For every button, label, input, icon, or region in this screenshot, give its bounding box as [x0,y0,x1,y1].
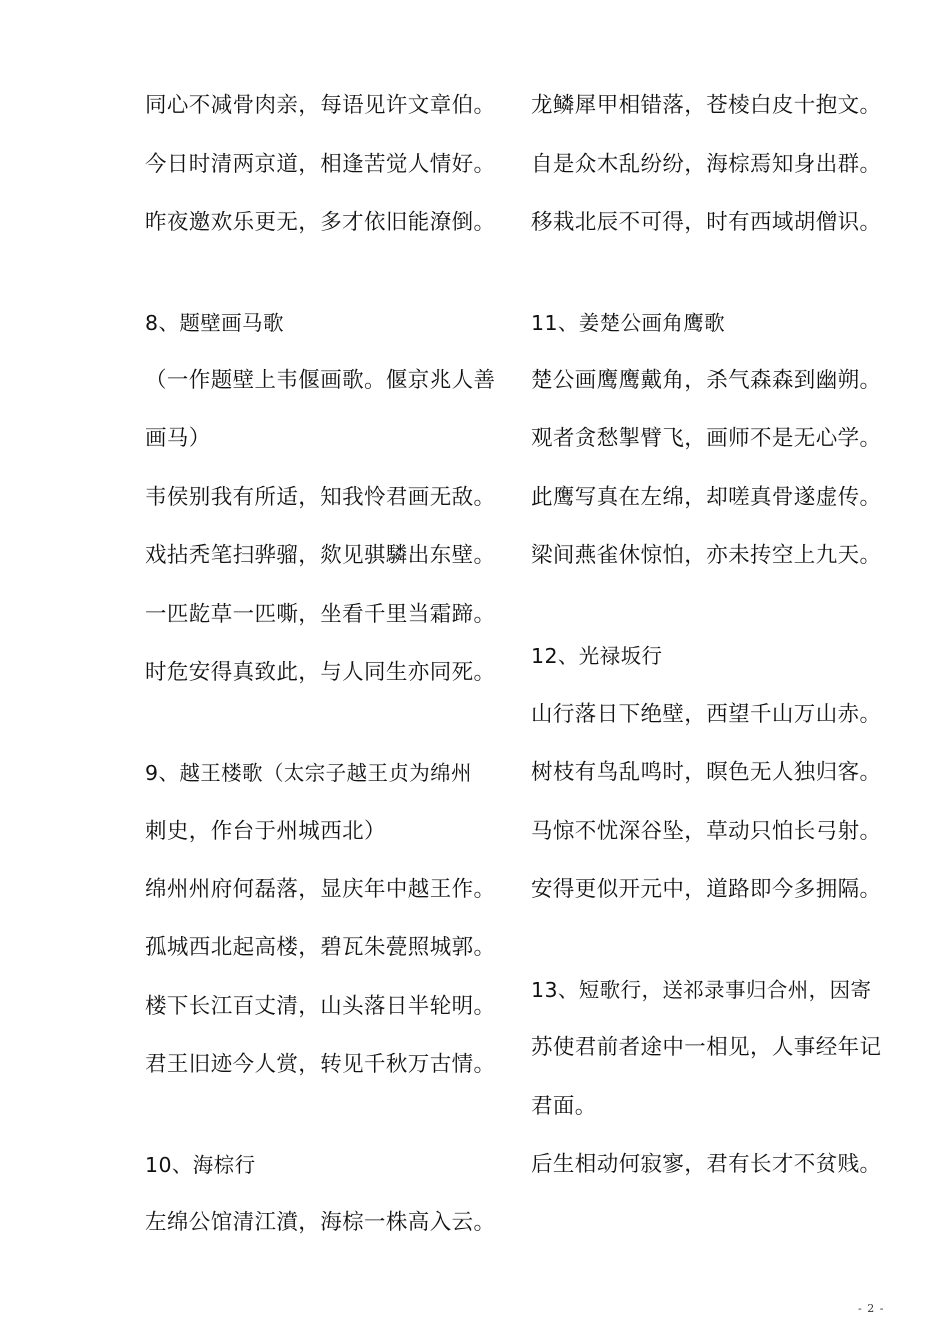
poem-line: 此鹰写真在左绵，却嗟真骨遂虚传。 [531,485,882,510]
poem-line: 时危安得真致此，与人同生亦同死。 [145,660,496,685]
poem-line: 今日时清两京道，相逢苦觉人情好。 [145,152,496,177]
poem-title: 刺史，作台于州城西北） [145,819,386,844]
poem-title: 13、短歌行，送祁录事归合州，因寄 [531,978,872,1002]
poem-line: 自是众木乱纷纷，海棕焉知身出群。 [531,152,882,177]
poem-title: 君面。 [531,1094,597,1119]
poem-line: 左绵公馆清江濆，海棕一株高入云。 [145,1210,496,1235]
poem-line: 后生相动何寂寥，君有长才不贫贱。 [531,1152,882,1177]
poem-line: 韦侯别我有所适，知我怜君画无敌。 [145,485,496,510]
poem-line: 一匹龁草一匹嘶，坐看千里当霜蹄。 [145,602,496,627]
poem-line: 君王旧迹今人赏，转见千秋万古情。 [145,1052,496,1077]
page-number: - 2 - [858,1302,885,1315]
poem-title: 苏使君前者途中一相见，人事经年记 [531,1035,882,1060]
poem-line: 安得更似开元中，道路即今多拥隔。 [531,877,882,902]
poem-title: 9、越王楼歌（太宗子越王贞为绵州 [145,761,472,785]
poem-line: 马惊不忧深谷坠，草动只怕长弓射。 [531,819,882,844]
poem-line: 绵州州府何磊落，显庆年中越王作。 [145,877,496,902]
poem-line: 山行落日下绝壁，西望千山万山赤。 [531,702,882,727]
poem-title: 12、光禄坂行 [531,644,663,668]
poem-line: 观者贪愁掣臂飞，画师不是无心学。 [531,426,882,451]
poem-line: 移栽北辰不可得，时有西域胡僧识。 [531,210,882,235]
poem-line: 戏拈秃笔扫骅骝，欻见骐驎出东壁。 [145,543,496,568]
poem-title: 8、题壁画马歌 [145,311,284,335]
poem-line: 楚公画鹰鹰戴角，杀气森森到幽朔。 [531,368,882,393]
poem-note: 画马） [145,426,211,451]
poem-title: 10、海棕行 [145,1153,256,1177]
poem-line: 同心不减骨肉亲，每语见许文章伯。 [145,93,496,118]
poem-line: 楼下长江百丈清，山头落日半轮明。 [145,994,496,1019]
poem-note: （一作题壁上韦偃画歌。偃京兆人善 [145,368,496,393]
poem-title: 11、姜楚公画角鹰歌 [531,311,726,335]
poem-line: 树枝有鸟乱鸣时，暝色无人独归客。 [531,760,882,785]
poem-line: 孤城西北起高楼，碧瓦朱甍照城郭。 [145,935,496,960]
poem-line: 梁间燕雀休惊怕，亦未抟空上九天。 [531,543,882,568]
poem-line: 昨夜邀欢乐更无，多才依旧能潦倒。 [145,210,496,235]
poem-line: 龙鳞犀甲相错落，苍棱白皮十抱文。 [531,93,882,118]
